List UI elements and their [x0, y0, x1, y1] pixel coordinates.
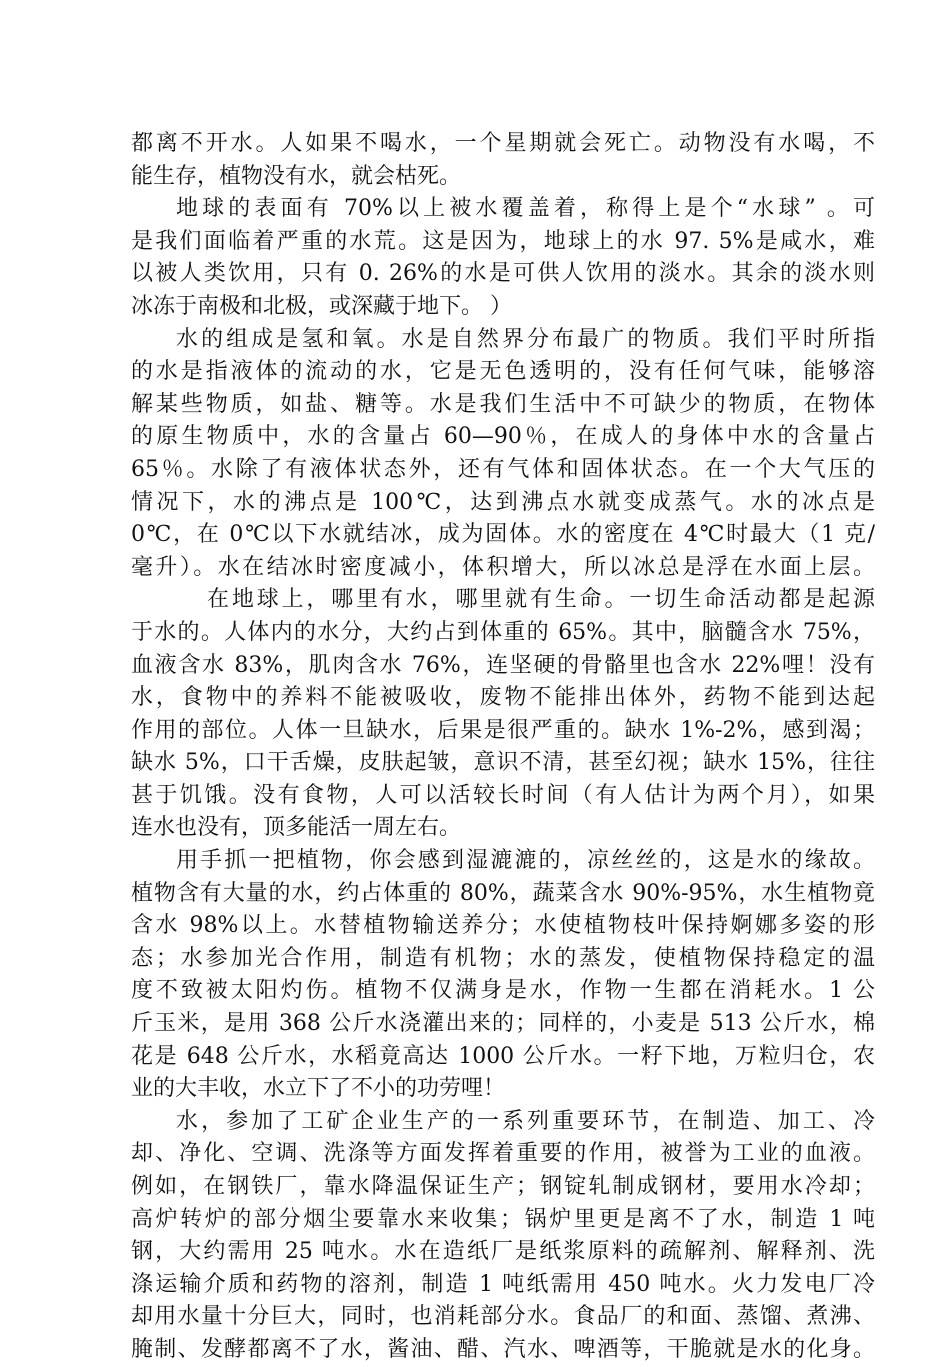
text-line: 水的组成是氢和氧。水是自然界分布最广的物质。我们平时所指	[176, 326, 875, 352]
text-line: 情况下，水的沸点是 100℃，达到沸点水就变成蒸气。水的冰点是	[131, 489, 875, 515]
text-line: 在地球上，哪里有水，哪里就有生命。一切生命活动都是起源	[207, 587, 875, 613]
text-line: 态；水参加光合作用，制造有机物；水的蒸发，使植物保持稳定的温	[131, 945, 875, 971]
text-line: 花是 648 公斤水，水稻竟高达 1000 公斤水。一籽下地，万粒归仓，农	[131, 1043, 875, 1069]
text-line: 是我们面临着严重的水荒。这是因为，地球上的水 97. 5%是咸水，难	[131, 228, 875, 254]
text-line: 冰冻于南极和北极，或深藏于地下。 ）	[131, 293, 512, 319]
text-line: 0℃，在 0℃以下水就结冰，成为固体。水的密度在 4℃时最大（1 克/	[131, 522, 875, 548]
text-line: 的原生物质中，水的含量占 60—90％，在成人的身体中水的含量占	[131, 424, 875, 450]
text-line: 水，食物中的养料不能被吸收，废物不能排出体外，药物不能到达起	[131, 685, 875, 711]
text-line: 作用的部位。人体一旦缺水，后果是很严重的。缺水 1%-2%，感到渴；	[131, 717, 875, 743]
text-line: 于水的。人体内的水分，大约占到体重的 65%。其中，脑髓含水 75%，	[131, 619, 875, 645]
text-line: 解某些物质，如盐、糖等。水是我们生活中不可缺少的物质，在物体	[131, 391, 875, 417]
text-line: 毫升）。水在结冰时密度减小，体积增大，所以冰总是浮在水面上层。	[131, 554, 875, 580]
text-line: 高炉转炉的部分烟尘要靠水来收集；锅炉里更是离不了水，制造 1 吨	[131, 1206, 875, 1232]
text-line: 度不致被太阳灼伤。植物不仅满身是水，作物一生都在消耗水。1 公	[131, 978, 875, 1004]
text-line: 65％。水除了有液体状态外，还有气体和固体状态。在一个大气压的	[131, 456, 875, 482]
text-line: 含水 98%以上。水替植物输送养分；水使植物枝叶保持婀娜多姿的形	[131, 913, 875, 939]
text-line: 腌制、发酵都离不了水，酱油、醋、汽水、啤酒等，干脆就是水的化身。	[131, 1336, 875, 1362]
text-line: 却、净化、空调、洗涤等方面发挥着重要的作用，被誉为工业的血液。	[131, 1141, 875, 1167]
text-line: 缺水 5%，口干舌燥，皮肤起皱，意识不清，甚至幻视；缺水 15%，往往	[131, 750, 875, 776]
text-line: 连水也没有，顶多能活一周左右。	[131, 815, 462, 841]
text-line: 业的大丰收，水立下了不小的功劳哩！	[131, 1076, 506, 1102]
text-line: 用手抓一把植物，你会感到湿漉漉的，凉丝丝的，这是水的缘故。	[176, 848, 875, 874]
text-line: 斤玉米，是用 368 公斤水浇灌出来的；同样的，小麦是 513 公斤水，棉	[131, 1011, 875, 1037]
text-line: 血液含水 83%，肌肉含水 76%，连坚硬的骨骼里也含水 22%哩！没有	[131, 652, 875, 678]
text-line: 地球的表面有 70%以上被水覆盖着，称得上是个“水球” 。可	[176, 196, 875, 222]
text-line: 水，参加了工矿企业生产的一系列重要环节，在制造、加工、冷	[176, 1108, 875, 1134]
document-body	[131, 128, 875, 1367]
text-line: 以被人类饮用，只有 0. 26%的水是可供人饮用的淡水。其余的淡水则	[131, 261, 875, 287]
text-line: 植物含有大量的水，约占体重的 80%，蔬菜含水 90%-95%，水生植物竟	[131, 880, 875, 906]
text-line: 涤运输介质和药物的溶剂，制造 1 吨纸需用 450 吨水。火力发电厂冷	[131, 1271, 875, 1297]
text-line: 钢，大约需用 25 吨水。水在造纸厂是纸浆原料的疏解剂、解释剂、洗	[131, 1239, 875, 1265]
text-line: 却用水量十分巨大，同时，也消耗部分水。食品厂的和面、蒸馏、煮沸、	[131, 1304, 875, 1330]
text-line: 的水是指液体的流动的水，它是无色透明的，没有任何气味，能够溶	[131, 359, 875, 385]
text-line: 甚于饥饿。没有食物，人可以活较长时间（有人估计为两个月），如果	[131, 782, 875, 808]
text-line: 例如，在钢铁厂，靠水降温保证生产；钢锭轧制成钢材，要用水冷却；	[131, 1174, 875, 1199]
text-line: 都离不开水。人如果不喝水，一个星期就会死亡。动物没有水喝，不	[131, 131, 875, 156]
text-line: 能生存，植物没有水，就会枯死。	[131, 163, 462, 189]
